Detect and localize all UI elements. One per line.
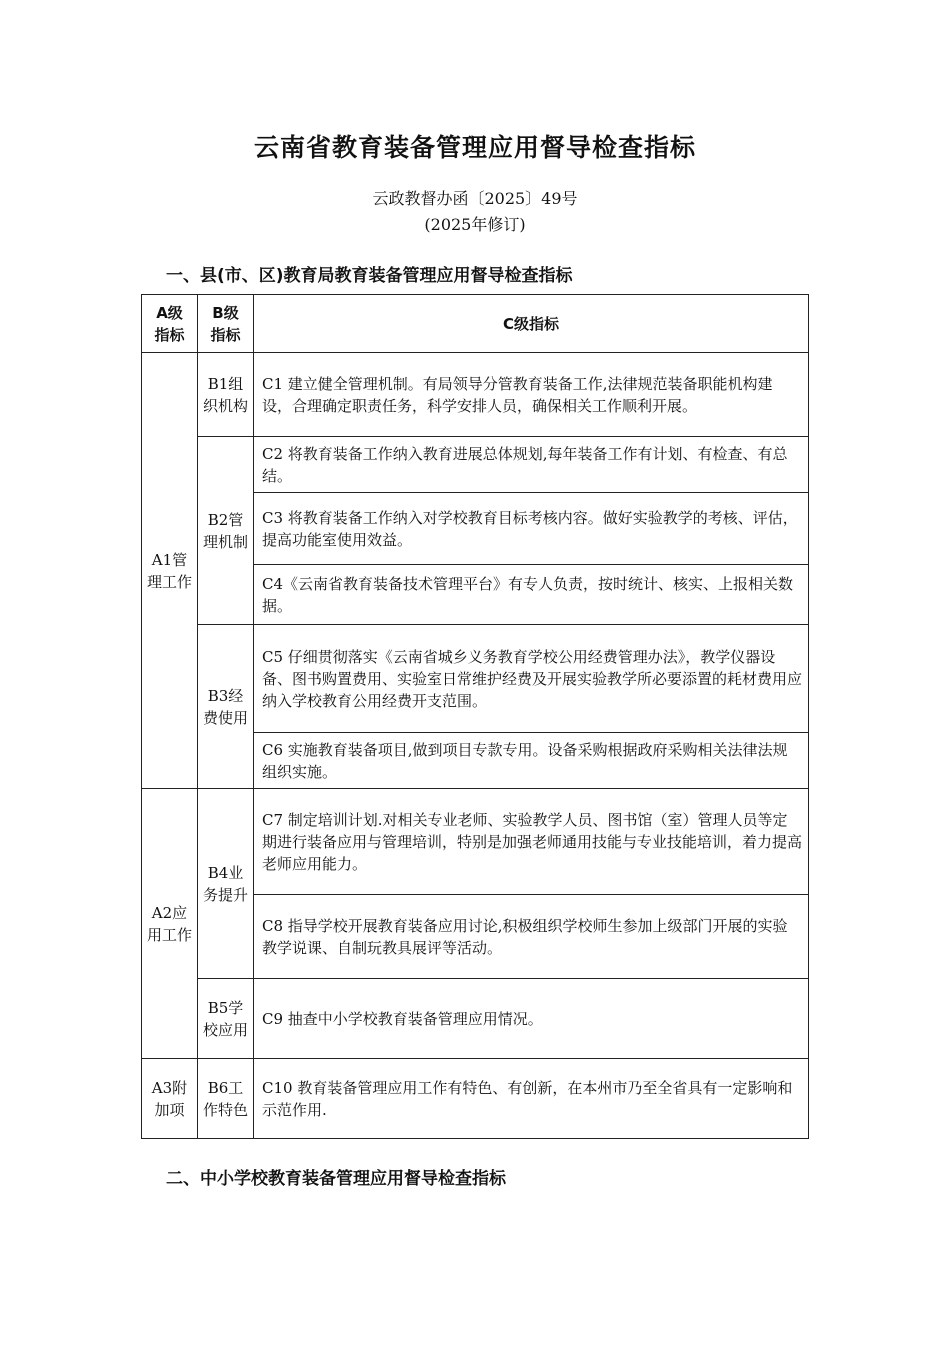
table-row: [142, 1059, 809, 1139]
document-number: 云政教督办函〔2025〕49号: [372, 189, 578, 208]
c-level-cell: C9 抽查中小学校教育装备管理应用情况。: [254, 979, 809, 1059]
c-level-cell: C1 建立健全管理机制。有局领导分管教育装备工作,法律规范装备职能机构建设，合理确定职责任务，科学安排人员，确保相关工作顺利开展。: [254, 353, 809, 437]
c-level-cell: C5 仔细贯彻落实《云南省城乡义务教育学校公用经费管理办法》，教学仪器设备、图书购置费用、实验室日常维护经费及开展实验教学所必要添置的耗材费用应纳入学校教育公用经费开支范围。: [254, 625, 809, 733]
b-level-cell: B4业务提升: [198, 789, 254, 979]
a-level-cell: A2应用工作: [142, 789, 198, 1059]
a-level-cell: A3附加项: [142, 1059, 198, 1139]
c-level-cell: C2 将教育装备工作纳入教育进展总体规划,每年装备工作有计划、有检查、有总结。: [254, 437, 809, 493]
header-b-level: B级指标: [198, 295, 254, 353]
a-level-cell: A1管理工作: [142, 353, 198, 789]
c-level-cell: C6 实施教育装备项目,做到项目专款专用。设备采购根据政府采购相关法律法规组织实施。: [254, 733, 809, 789]
b-level-cell: B3经费使用: [198, 625, 254, 789]
table-row: [142, 789, 809, 895]
c-level-cell: C7 制定培训计划.对相关专业老师、实验教学人员、图书馆（室）管理人员等定期进行装备应用与管理培训，特别是加强老师通用技能与专业技能培训，着力提高老师应用能力。: [254, 789, 809, 895]
table-row: [142, 353, 809, 437]
section-heading-county: 一、县(市、区)教育局教育装备管理应用督导检查指标: [166, 266, 573, 286]
c-level-cell: C3 将教育装备工作纳入对学校教育目标考核内容。做好实验教学的考核、评估，提高功能室使用效益。: [254, 493, 809, 565]
b-level-cell: B2管理机制: [198, 437, 254, 625]
section-heading-schools: 二、中小学校教育装备管理应用督导检查指标: [166, 1169, 506, 1189]
c-level-cell: C8 指导学校开展教育装备应用讨论,积极组织学校师生参加上级部门开展的实验教学说课、自制玩教具展评等活动。: [254, 895, 809, 979]
c-level-cell: C4《云南省教育装备技术管理平台》有专人负责，按时统计、核实、上报相关数据。: [254, 565, 809, 625]
table-header-row: [142, 295, 809, 353]
b-level-cell: B6工作特色: [198, 1059, 254, 1139]
header-a-level: A级指标: [142, 295, 198, 353]
b-level-cell: B1组织机构: [198, 353, 254, 437]
table-row: [142, 625, 809, 733]
document-title: 云南省教育装备管理应用督导检查指标: [253, 133, 696, 162]
revision-note: (2025年修订): [424, 215, 526, 234]
header-c-level: C级指标: [254, 295, 809, 353]
table-row: [142, 979, 809, 1059]
b-level-cell: B5学校应用: [198, 979, 254, 1059]
table-row: [142, 437, 809, 493]
c-level-cell: C10 教育装备管理应用工作有特色、有创新，在本州市乃至全省具有一定影响和示范作用.: [254, 1059, 809, 1139]
indicator-table: [141, 294, 809, 1139]
